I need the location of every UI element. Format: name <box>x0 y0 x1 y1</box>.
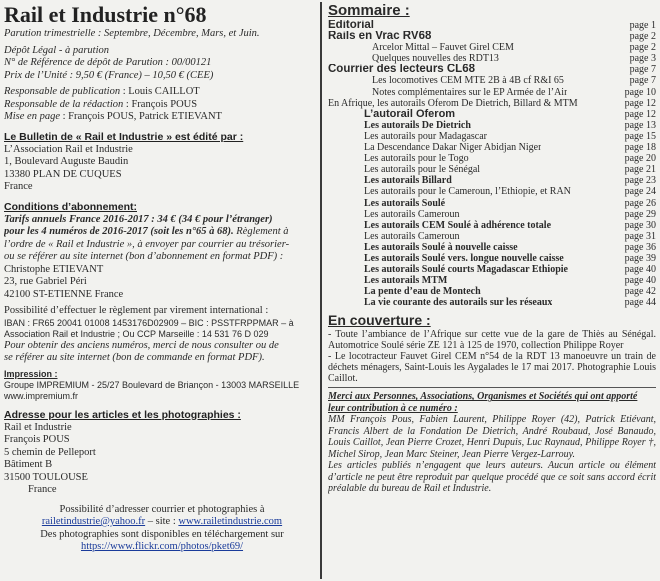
toc-entry-page: page 39 <box>624 252 656 264</box>
toc-entry-label: Rails en Vrac RV68 <box>328 31 432 43</box>
tarifs-line: l’ordre de « Rail et Industrie », à envoyer par courrier au trésorier- <box>4 238 290 250</box>
toc-entry[interactable] <box>328 198 656 209</box>
thanks-heading: Merci aux Personnes, Associations, Organismes et Sociétés qui ont apporté leur contribution à ce numéro : <box>328 391 638 414</box>
toc-entry-label: Courrier des lecteurs CL68 <box>328 64 476 76</box>
toc-entry-label: Les autorails Soulé courts Magadascar Ethiopie <box>364 264 568 276</box>
tarifs-line: Tarifs annuels France 2016-2017 : 34 € (34 € pour l’étranger) <box>4 213 273 225</box>
toc-entry-page: page 7 <box>629 75 656 87</box>
toc-entry[interactable] <box>328 220 656 231</box>
toc-entry[interactable] <box>328 153 656 164</box>
tarifs-line: ou se référer au site internet (bon d’abonnement en format PDF) : <box>4 251 284 262</box>
sommaire-heading: Sommaire : <box>328 2 410 19</box>
toc-entry-page: page 30 <box>624 219 656 231</box>
address-line: 31500 TOULOUSE <box>4 471 88 483</box>
iban-line: IBAN : FR65 20041 01008 1453176D02909 – BIC : PSSTFRPPMAR – à <box>4 317 294 328</box>
toc-entry[interactable] <box>328 142 656 153</box>
toc-entry-page: page 7 <box>629 64 656 76</box>
contact-links: railetindustrie@yahoo.fr – site : www.railetindustrie.com <box>41 516 283 527</box>
toc-entry[interactable] <box>328 75 656 86</box>
publisher-address <box>4 144 320 194</box>
disclaimer: Les articles publiés n’engagent que leurs auteurs. Aucun article ou élément d’article ne peut être reproduit par quelque procédé que ce soit sans accord écrit préalable du bureau de Rail et Industrie. <box>328 460 656 495</box>
address-line: L’Association Rail et Industrie <box>4 143 133 155</box>
toc-entry-label: Arcelor Mittal – Fauvet Girel CEM <box>372 42 514 54</box>
toc-entry-label: En Afrique, les autorails Oferom De Dietrich, Billard & MTM <box>328 97 578 109</box>
flickr-link[interactable]: https://www.flickr.com/photos/pket69/ <box>80 541 244 552</box>
table-of-contents <box>328 20 656 308</box>
toc-entry[interactable] <box>328 286 656 297</box>
toc-entry[interactable] <box>328 109 656 120</box>
contact-note: Possibilité d’adresser courrier et photographies à <box>59 503 265 515</box>
toc-entry-label: Quelques nouvelles des RDT13 <box>372 53 499 65</box>
layout-credit: Mise en page : François POUS, Patrick ETIEVANT <box>4 111 222 122</box>
articles-address-heading: Adresse pour les articles et les photographies : <box>4 408 241 421</box>
toc-entry-label: Notes complémentaires sur le EP Armée de l’Air <box>372 86 568 98</box>
toc-entry-page: page 18 <box>624 142 656 154</box>
cover-caption: - Toute l’ambiance de l’Afrique sur cette vue de la gare de Thiès au Sénégal. Automotrice Soulé série ZE 121 à 125 de 1970, collection Philippe Royer <box>328 329 656 352</box>
toc-entry[interactable] <box>328 31 656 42</box>
toc-entry-label: Les locomotives CEM MTE 2B à 4B cf R&I 65 <box>372 75 564 87</box>
impression-heading: Impression : <box>4 368 58 379</box>
toc-entry-page: page 13 <box>624 119 656 131</box>
toc-entry-label: La Descendance Dakar Niger Abidjan Niger <box>364 142 542 154</box>
toc-entry[interactable] <box>328 264 656 275</box>
toc-entry-page: page 21 <box>624 164 656 176</box>
publisher-heading: Le Bulletin de « Rail et Industrie » est édité par : <box>4 130 244 143</box>
thanks-list: MM François Pous, Fabien Laurent, Philippe Royer (42), Patrick Etiévant, Francis Albert de la Fondation De Dietrich, André Roubaud, José Banaudo, Louis Caillot, Jean Pierre Crozet, Henri Dupuis, Luc Raynaud, Philippe Royer †, Michel Sirop, Jean Marc Steiner, Jean Pierre Vergez-Larrouy. <box>328 414 656 460</box>
toc-entry-page: page 15 <box>624 130 656 142</box>
website-link[interactable]: www.railetindustrie.com <box>178 516 283 527</box>
address-line: François POUS <box>4 434 70 445</box>
toc-entry-page: page 1 <box>629 20 656 31</box>
virement-note: Possibilité d’effectuer le règlement par virement international : <box>4 305 269 316</box>
toc-entry[interactable] <box>328 87 656 98</box>
toc-entry-label: Les autorails Soulé vers. longue nouvelle caisse <box>364 252 564 264</box>
toc-entry[interactable] <box>328 64 656 75</box>
publication-manager: Responsable de publication : Louis CAILLOT <box>4 86 200 97</box>
toc-entry[interactable] <box>328 297 656 308</box>
flickr-line <box>4 541 320 554</box>
legal-deposit: Dépôt Légal - à parution <box>4 44 109 56</box>
printer-website: www.impremium.fr <box>4 390 79 401</box>
toc-entry[interactable] <box>328 209 656 220</box>
toc-entry-label: Les autorails Cameroun <box>364 208 460 220</box>
toc-entry[interactable] <box>328 186 656 197</box>
address-line: France <box>28 484 57 495</box>
toc-entry-page: page 42 <box>624 286 656 298</box>
tarifs-line: pour les 4 numéros de 2016-2017 (soit les n°65 à 68). Règlement à <box>4 226 289 237</box>
treasurer-line: 42100 ST-ETIENNE France <box>4 288 124 300</box>
photos-note: Des photographies sont disponibles en téléchargement sur <box>40 528 284 540</box>
couverture-heading: En couverture : <box>328 312 431 329</box>
toc-entry-label: Les autorails Cameroun <box>364 230 460 242</box>
toc-entry-label: Les autorails pour le Cameroun, l’Ethiopie, et RAN <box>364 186 571 198</box>
toc-entry-label: Les autorails Billard <box>364 175 452 187</box>
address-line: France <box>4 181 33 192</box>
treasurer-line: 23, rue Gabriel Péri <box>4 276 87 287</box>
ccp-line: Association Rail et Industrie ; Ou CCP Marseille : 14 531 76 D 029 <box>4 328 269 339</box>
articles-address <box>4 422 320 497</box>
toc-entry[interactable] <box>328 164 656 175</box>
toc-entry-label: Les autorails Soulé à nouvelle caisse <box>364 241 518 253</box>
toc-entry-label: Les autorails pour le Togo <box>364 153 469 165</box>
address-line: 5 chemin de Pelleport <box>4 446 96 458</box>
toc-entry-page: page 3 <box>629 53 656 65</box>
toc-entry-label: Les autorails MTM <box>364 275 448 287</box>
address-line: Bâtiment B <box>4 459 53 470</box>
toc-entry-label: Les autorails De Dietrich <box>364 119 471 131</box>
right-column <box>328 0 656 581</box>
toc-entry-page: page 20 <box>624 153 656 165</box>
left-column <box>4 0 320 581</box>
address-line: Rail et Industrie <box>4 421 72 433</box>
address-line: 13380 PLAN DE CUQUES <box>4 168 122 180</box>
toc-entry-page: page 23 <box>624 175 656 187</box>
toc-entry[interactable] <box>328 175 656 186</box>
unit-price: Prix de l’Unité : 9,50 € (France) – 10,50 € (CEE) <box>4 69 214 81</box>
address-line: 1, Boulevard Auguste Baudin <box>4 156 129 167</box>
toc-entry[interactable] <box>328 98 656 109</box>
treasurer-line: Christophe ETIEVANT <box>4 263 104 275</box>
toc-entry-label: Les autorails CEM Soulé à adhérence totale <box>364 219 552 231</box>
toc-entry-label: Les autorails Soulé <box>364 197 446 209</box>
toc-entry-page: page 29 <box>624 208 656 220</box>
toc-entry-page: page 31 <box>624 230 656 242</box>
toc-entry-label: La vie courante des autorails sur les réseaux <box>364 297 553 309</box>
toc-entry-page: page 12 <box>624 108 656 120</box>
column-divider <box>320 2 322 579</box>
toc-entry[interactable] <box>328 275 656 286</box>
email-link[interactable]: railetindustrie@yahoo.fr <box>41 516 146 527</box>
toc-entry-label: Les autorails pour le Sénégal <box>364 164 481 176</box>
toc-entry-page: page 44 <box>624 297 656 309</box>
legal-reference: N° de Référence de dépôt de Parution : 00/00121 <box>4 57 212 68</box>
toc-entry-page: page 40 <box>624 264 656 276</box>
toc-entry-label: L’autorail Oferom <box>364 108 456 120</box>
page-title: Rail et Industrie n°68 <box>4 2 207 27</box>
editorial-manager: Responsable de la rédaction : François POUS <box>4 98 198 110</box>
toc-entry-page: page 12 <box>624 97 656 109</box>
toc-entry-page: page 26 <box>624 197 656 209</box>
cover-caption: - Le locotracteur Fauvet Girel CEM n°54 de la RDT 13 manoeuvre un train de déchets ménagers, Saint-Louis les Aygalades le 17 mai 2017. Photographie Louis Caillot. <box>328 351 656 385</box>
periodicity: Parution trimestrielle : Septembre, Décembre, Mars, et Juin. <box>4 28 260 39</box>
toc-entry-label: Editorial <box>328 20 375 31</box>
divider-rule <box>328 387 656 388</box>
back-issues-note: se référer au site internet (bon de commande en format PDF). <box>4 352 265 363</box>
toc-entry-page: page 2 <box>629 31 656 43</box>
toc-entry[interactable] <box>328 131 656 142</box>
conditions-heading: Conditions d’abonnement: <box>4 200 137 213</box>
toc-entry-label: La pente d’eau de Montech <box>364 286 481 298</box>
toc-entry[interactable] <box>328 42 656 53</box>
back-issues-note: Pour obtenir des anciens numéros, merci de nous consulter ou de <box>4 339 279 351</box>
toc-entry[interactable] <box>328 53 656 64</box>
toc-entry-page: page 36 <box>624 241 656 253</box>
toc-entry[interactable] <box>328 20 656 31</box>
toc-entry-page: page 10 <box>624 86 656 98</box>
toc-entry[interactable] <box>328 231 656 242</box>
toc-entry-page: page 40 <box>624 275 656 287</box>
toc-entry[interactable] <box>328 253 656 264</box>
toc-entry[interactable] <box>328 242 656 253</box>
printer-address: Groupe IMPREMIUM - 25/27 Boulevard de Briançon - 13003 MARSEILLE <box>4 379 300 390</box>
toc-entry[interactable] <box>328 120 656 131</box>
toc-entry-label: Les autorails pour Madagascar <box>364 130 488 142</box>
toc-entry-page: page 2 <box>629 42 656 54</box>
toc-entry-page: page 24 <box>624 186 656 198</box>
